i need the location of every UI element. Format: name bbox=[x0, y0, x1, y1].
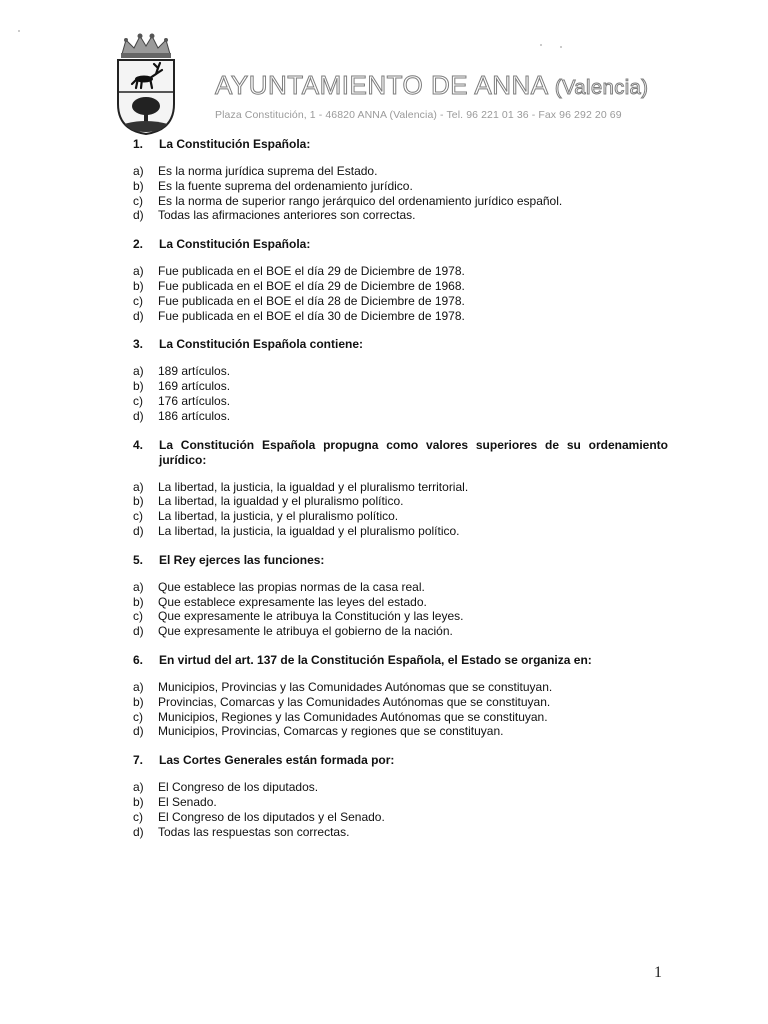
option-text: Fue publicada en el BOE el día 30 de Diciembre de 1978. bbox=[158, 308, 465, 323]
option-letter: c) bbox=[133, 709, 143, 724]
question-number: 4. bbox=[133, 437, 144, 452]
question-number: 7. bbox=[133, 753, 144, 768]
organization-name: AYUNTAMIENTO DE ANNA bbox=[215, 70, 548, 100]
answer-option bbox=[133, 780, 668, 795]
answer-option bbox=[133, 624, 668, 639]
option-letter: c) bbox=[133, 193, 143, 208]
answer-option bbox=[133, 208, 668, 223]
option-text: El Congreso de los diputados y el Senado. bbox=[158, 809, 385, 824]
option-letter: c) bbox=[133, 393, 143, 408]
option-text: Todas las afirmaciones anteriores son correctas. bbox=[158, 208, 416, 223]
option-text: La libertad, la justicia, la igualdad y el pluralismo territorial. bbox=[158, 479, 469, 494]
answer-option bbox=[133, 379, 668, 394]
question-text: Las Cortes Generales están formada por: bbox=[159, 753, 395, 768]
answer-option bbox=[133, 194, 668, 209]
question-heading bbox=[133, 337, 668, 352]
option-letter: b) bbox=[133, 794, 144, 809]
option-text: La libertad, la justicia, la igualdad y el pluralismo político. bbox=[158, 523, 460, 538]
option-text: Que expresamente le atribuya la Constitución y las leyes. bbox=[158, 609, 464, 624]
question-number: 2. bbox=[133, 237, 144, 252]
question-text: La Constitución Española contiene: bbox=[159, 337, 364, 352]
answer-option bbox=[133, 364, 668, 379]
coat-of-arms-icon bbox=[110, 32, 182, 136]
answer-option bbox=[133, 724, 668, 739]
answer-option bbox=[133, 810, 668, 825]
option-text: La libertad, la justicia, y el pluralismo político. bbox=[158, 509, 399, 524]
option-letter: d) bbox=[133, 824, 144, 839]
question-number: 6. bbox=[133, 652, 144, 667]
option-text: Es la norma de superior rango jerárquico del ordenamiento jurídico español. bbox=[158, 193, 563, 208]
answer-option bbox=[133, 825, 668, 840]
question-number: 5. bbox=[133, 552, 144, 567]
option-letter: c) bbox=[133, 609, 143, 624]
option-text: Fue publicada en el BOE el día 28 de Diciembre de 1978. bbox=[158, 293, 465, 308]
option-letter: d) bbox=[133, 208, 144, 223]
option-letter: d) bbox=[133, 724, 144, 739]
option-letter: c) bbox=[133, 809, 143, 824]
question-heading bbox=[133, 653, 668, 668]
question-heading bbox=[133, 237, 668, 252]
option-letter: b) bbox=[133, 494, 144, 509]
page-number: 1 bbox=[654, 964, 662, 981]
question-heading bbox=[133, 553, 668, 568]
question-5 bbox=[133, 553, 668, 639]
option-letter: d) bbox=[133, 624, 144, 639]
option-letter: b) bbox=[133, 278, 144, 293]
question-number: 3. bbox=[133, 337, 144, 352]
option-letter: c) bbox=[133, 509, 143, 524]
scan-speck bbox=[540, 44, 542, 46]
answer-option bbox=[133, 294, 668, 309]
question-6 bbox=[133, 653, 668, 739]
option-text: Que establece las propias normas de la casa real. bbox=[158, 579, 425, 594]
answer-option bbox=[133, 710, 668, 725]
option-letter: d) bbox=[133, 308, 144, 323]
question-text: La Constitución Española: bbox=[159, 237, 311, 252]
option-letter: a) bbox=[133, 679, 144, 694]
scan-speck bbox=[560, 46, 562, 48]
answer-option bbox=[133, 394, 668, 409]
question-1 bbox=[133, 137, 668, 223]
option-text: 186 artículos. bbox=[158, 408, 231, 423]
option-letter: b) bbox=[133, 379, 144, 394]
question-text: En virtud del art. 137 de la Constitución Española, el Estado se organiza en: bbox=[159, 652, 592, 667]
option-letter: d) bbox=[133, 408, 144, 423]
option-letter: a) bbox=[133, 579, 144, 594]
question-list bbox=[133, 137, 668, 853]
option-letter: a) bbox=[133, 264, 144, 279]
answer-option bbox=[133, 309, 668, 324]
answer-option bbox=[133, 509, 668, 524]
answer-option bbox=[133, 595, 668, 610]
option-letter: b) bbox=[133, 594, 144, 609]
option-text: Que expresamente le atribuya el gobierno de la nación. bbox=[158, 624, 453, 639]
question-text: El Rey ejerces las funciones: bbox=[159, 552, 325, 567]
option-text: Provincias, Comarcas y las Comunidades Autónomas que se constituyan. bbox=[158, 694, 551, 709]
answer-option bbox=[133, 179, 668, 194]
option-text: 176 artículos. bbox=[158, 393, 231, 408]
answer-option bbox=[133, 494, 668, 509]
option-letter: c) bbox=[133, 293, 143, 308]
option-text: Municipios, Provincias, Comarcas y regiones que se constituyan. bbox=[158, 724, 504, 739]
question-heading bbox=[133, 753, 668, 768]
question-text: La Constitución Española propugna como valores superiores de su ordenamiento jurídico: bbox=[159, 437, 668, 467]
option-text: Todas las respuestas son correctas. bbox=[158, 824, 350, 839]
answer-option bbox=[133, 609, 668, 624]
answer-option bbox=[133, 580, 668, 595]
option-letter: a) bbox=[133, 780, 144, 795]
option-text: Es la norma jurídica suprema del Estado. bbox=[158, 164, 378, 178]
option-text: Fue publicada en el BOE el día 29 de Diciembre de 1968. bbox=[158, 278, 465, 293]
question-heading bbox=[133, 438, 668, 468]
answer-option bbox=[133, 264, 668, 279]
option-letter: a) bbox=[133, 164, 144, 178]
answer-option bbox=[133, 695, 668, 710]
answer-option bbox=[133, 409, 668, 424]
option-letter: a) bbox=[133, 364, 144, 379]
question-4 bbox=[133, 438, 668, 539]
answer-option bbox=[133, 279, 668, 294]
option-text: Municipios, Regiones y las Comunidades Autónomas que se constituyan. bbox=[158, 709, 548, 724]
option-text: Que establece expresamente las leyes del estado. bbox=[158, 594, 427, 609]
question-heading bbox=[133, 137, 668, 152]
option-text: El Senado. bbox=[158, 794, 217, 809]
organization-title bbox=[215, 70, 648, 101]
question-text: La Constitución Española: bbox=[159, 137, 311, 151]
option-text: 169 artículos. bbox=[158, 379, 231, 394]
answer-option bbox=[133, 164, 668, 179]
option-text: La libertad, la igualdad y el pluralismo político. bbox=[158, 494, 404, 509]
option-letter: b) bbox=[133, 178, 144, 193]
option-text: El Congreso de los diputados. bbox=[158, 780, 319, 795]
question-number: 1. bbox=[133, 137, 144, 151]
option-letter: b) bbox=[133, 694, 144, 709]
organization-address: Plaza Constitución, 1 - 46820 ANNA (Valencia) - Tel. 96 221 01 36 - Fax 96 292 20 69 bbox=[215, 109, 622, 121]
answer-option bbox=[133, 680, 668, 695]
scan-speck bbox=[18, 30, 20, 32]
option-text: 189 artículos. bbox=[158, 364, 231, 379]
answer-option bbox=[133, 795, 668, 810]
option-letter: d) bbox=[133, 523, 144, 538]
answer-option bbox=[133, 524, 668, 539]
option-letter: a) bbox=[133, 479, 144, 494]
question-3 bbox=[133, 337, 668, 423]
question-7 bbox=[133, 753, 668, 839]
answer-option bbox=[133, 480, 668, 495]
option-text: Es la fuente suprema del ordenamiento jurídico. bbox=[158, 178, 413, 193]
option-text: Municipios, Provincias y las Comunidades Autónomas que se constituyan. bbox=[158, 679, 553, 694]
question-2 bbox=[133, 237, 668, 323]
option-text: Fue publicada en el BOE el día 29 de Diciembre de 1978. bbox=[158, 264, 465, 279]
organization-region: (Valencia) bbox=[554, 77, 649, 99]
